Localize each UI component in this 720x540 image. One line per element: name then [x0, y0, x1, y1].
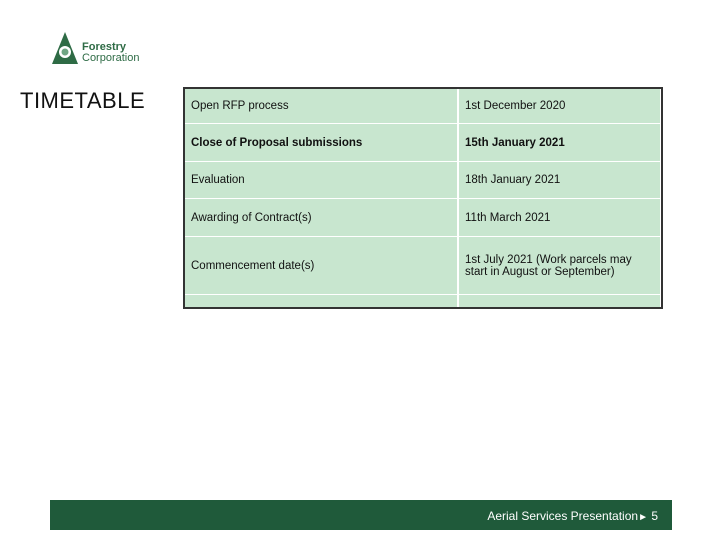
- table-row: [185, 89, 661, 124]
- table-row: [185, 199, 661, 237]
- logo-line1: Forestry: [82, 41, 127, 53]
- table-row: [185, 124, 661, 162]
- row-label: Commencement date(s): [185, 237, 458, 295]
- timetable-table: [183, 87, 663, 309]
- row-date: 18th January 2021: [458, 162, 661, 199]
- row-label: Open RFP process: [185, 89, 458, 124]
- row-date: 15th January 2021: [458, 124, 661, 162]
- table-row-empty: [185, 295, 661, 308]
- table-row: [185, 162, 661, 199]
- page-title: TIMETABLE: [20, 88, 146, 113]
- tree-logo-icon: [50, 30, 80, 66]
- row-date: 11th March 2021: [458, 199, 661, 237]
- logo-line2: Corporation: [82, 52, 140, 64]
- row-label: Evaluation: [185, 162, 458, 199]
- page-number: 5: [651, 509, 658, 523]
- table-row: [185, 237, 661, 295]
- row-label: Close of Proposal submissions: [185, 124, 458, 162]
- row-date: 1st July 2021 (Work parcels may start in August or September): [458, 237, 661, 295]
- footer-bar: [50, 500, 672, 530]
- play-arrow-icon: ►: [638, 512, 648, 523]
- row-label: Awarding of Contract(s): [185, 199, 458, 237]
- footer-text: Aerial Services Presentation: [487, 509, 639, 523]
- forestry-corporation-logo: [50, 30, 150, 70]
- row-date: 1st December 2020: [458, 89, 661, 124]
